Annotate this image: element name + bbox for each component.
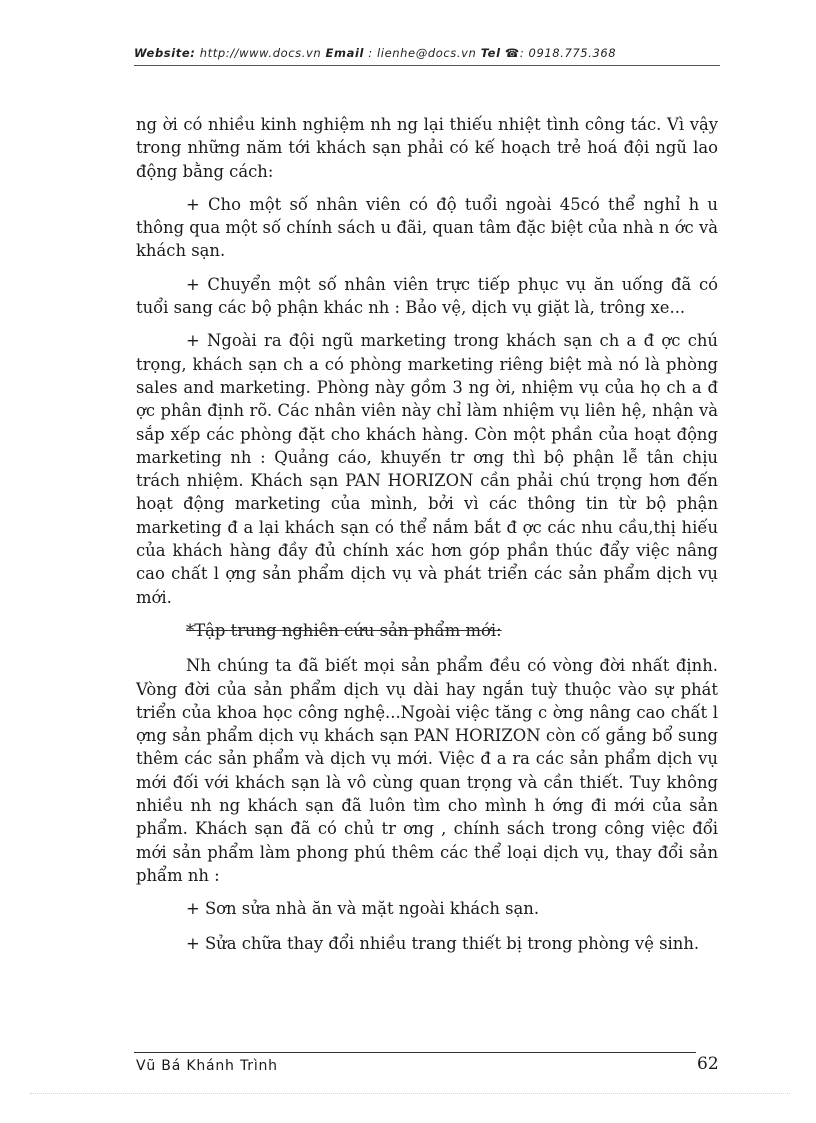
page-number: 62 xyxy=(697,1054,719,1074)
email-value[interactable]: : lienhe@docs.vn xyxy=(364,46,481,60)
tel-label: Tel xyxy=(480,46,501,60)
website-label: Website: xyxy=(134,46,196,60)
header-divider xyxy=(134,65,720,66)
document-body xyxy=(136,113,718,965)
paragraph-3: + Chuyển một số nhân viên trực tiếp phục vụ ăn uống đã có tuổi sang các bộ phận khác nh : Bảo vệ, dịch vụ giặt là, trông xe... xyxy=(136,274,718,318)
paragraph-5: Nh chúng ta đã biết mọi sản phẩm đều có vòng đời nhất định. Vòng đời của sản phẩm dịch vụ dài hay ngắn tuỳ thuộc vào sự phát triển của khoa học công nghệ...Ngoài việc tăng c ờng nâng cao chất l ợng sản phẩm dịch vụ khách sạn PAN HORIZON còn cố gắng bổ sung thêm các sản phẩm và dịch vụ mới. Việc đ a ra các sản phẩm dịch vụ mới đối với khách sạn là vô cùng quan trọng và cần thiết. Tuy không nhiều nh ng khách sạn đã luôn tìm cho mình h ớng đi mới của sản phẩm. Khách sạn đã có chủ tr ơng , chính sách trong công việc đổi mới sản phẩm làm phong phú thêm các thể loại dịch vụ, thay đổi sản phẩm nh : xyxy=(136,656,718,885)
paragraph-4: + Ngoài ra đội ngũ marketing trong khách sạn ch a đ ợc chú trọng, khách sạn ch a có phòng marketing riêng biệt mà nó là phòng sales and marketing. Phòng này gồm 3 ng ời, nhiệm vụ của họ ch a đ ợc phân định rõ. Các nhân viên này chỉ làm nhiệm vụ liên hệ, nhận và sắp xếp các phòng đặt cho khách hàng. Còn một phần của hoạt động marketing nh : Quảng cáo, khuyến tr ơng thì bộ phận lễ tân chịu trách nhiệm. Khách sạn PAN HORIZON cần phải chú trọng hơn đến hoạt động marketing của mình, bởi vì các thông tin từ bộ phận marketing đ a lại khách sạn có thể nắm bắt đ ợc các nhu cầu,thị hiếu của khách hàng đầy đủ chính xác hơn góp phần thúc đẩy việc nâng cao chất l ợng sản phẩm dịch vụ và phát triển các sản phẩm dịch vụ mới. xyxy=(136,331,718,607)
paragraph-2: + Cho một số nhân viên có độ tuổi ngoài 45có thể nghỉ h u thông qua một số chính sách u đãi, quan tâm đặc biệt của nhà n ớc và khách sạn. xyxy=(136,194,718,261)
website-url[interactable]: http://www.docs.vn xyxy=(195,46,326,60)
paragraph-6: + Sơn sửa nhà ăn và mặt ngoài khách sạn. xyxy=(186,899,540,919)
paragraph-7: + Sửa chữa thay đổi nhiều trang thiết bị trong phòng vệ sinh. xyxy=(186,933,700,953)
email-label: Email xyxy=(325,46,365,60)
page-header xyxy=(134,46,694,60)
telephone-icon: ☎ xyxy=(504,46,520,60)
paragraph-1: ng ời có nhiều kinh nghiệm nh ng lại thiếu nhiệt tình công tác. Vì vậy trong những năm tới khách sạn phải có kế hoạch trẻ hoá đội ngũ lao động bằng cách: xyxy=(136,115,718,181)
section-heading: *Tập trung nghiên cứu sản phẩm mới: xyxy=(186,620,502,640)
footer-divider xyxy=(134,1052,696,1053)
tel-value: : 0918.775.368 xyxy=(519,46,617,60)
page-edge-dots xyxy=(30,1093,790,1094)
footer-author: Vũ Bá Khánh Trình xyxy=(136,1058,278,1074)
